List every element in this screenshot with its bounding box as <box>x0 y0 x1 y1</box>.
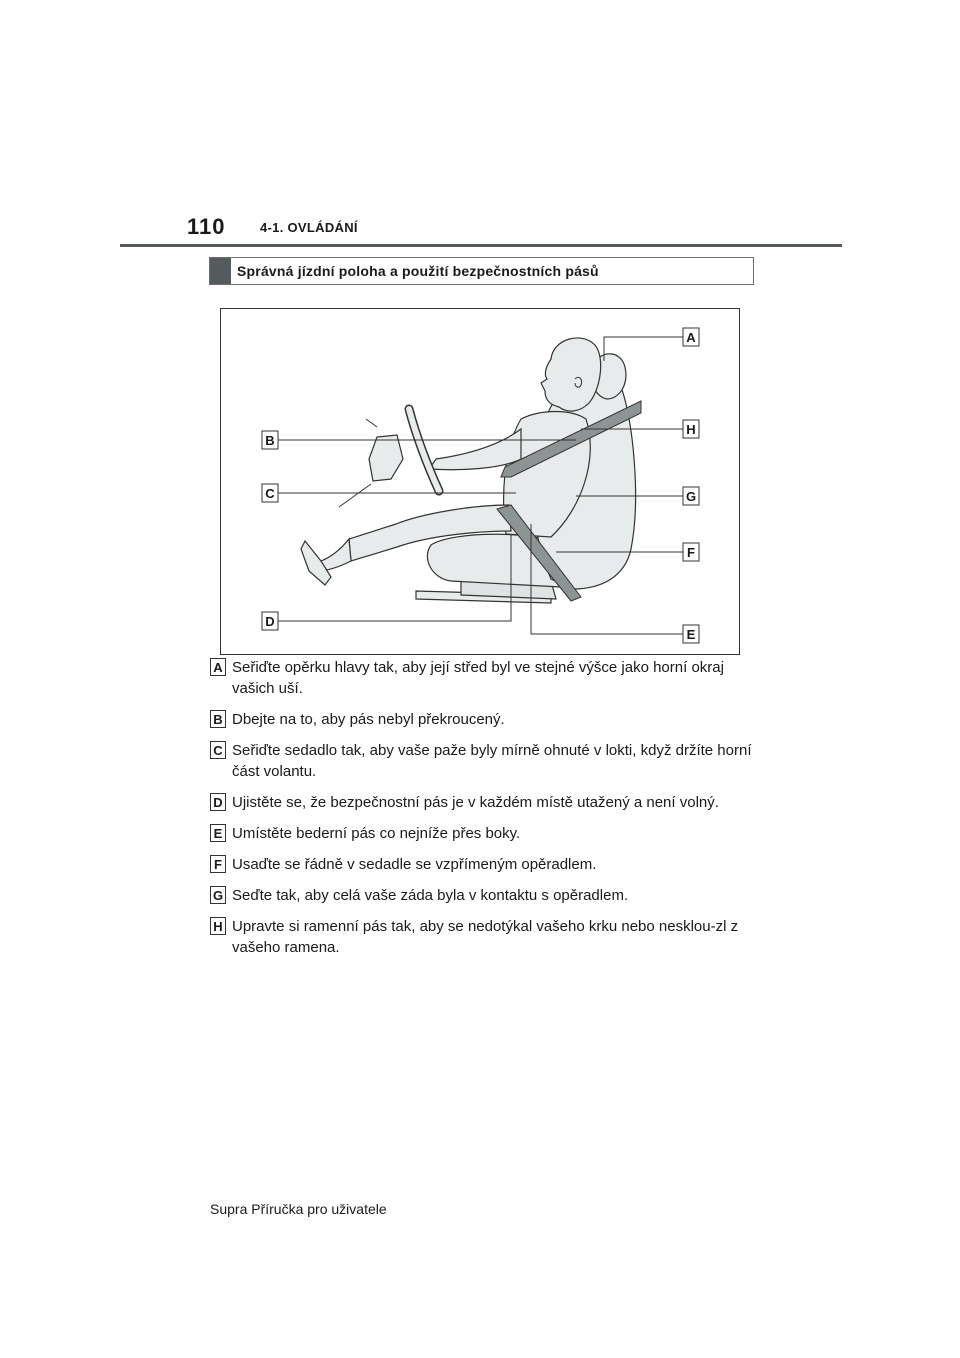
callout-h-label: H <box>686 422 696 437</box>
instruction-item-a <box>210 657 770 699</box>
callout-e-label: E <box>686 627 696 642</box>
item-text: Seřiďte sedadlo tak, aby vaše paže byly mírně ohnuté v lokti, když držíte horní část volantu. <box>232 742 752 780</box>
item-letter: E <box>210 824 226 842</box>
instruction-item-b <box>210 709 770 730</box>
callout-c <box>262 484 278 502</box>
callout-g <box>683 487 699 505</box>
item-letter: H <box>210 917 226 935</box>
item-letter: F <box>210 855 226 873</box>
callout-f <box>683 543 699 561</box>
item-letter: D <box>210 793 226 811</box>
page-footer: Supra Příručka pro uživatele <box>210 1201 387 1217</box>
callout-h <box>683 420 699 438</box>
item-text: Dbejte na to, aby pás nebyl překroucený. <box>232 711 505 728</box>
callout-a-label: A <box>686 330 696 345</box>
item-text: Ujistěte se, že bezpečnostní pás je v každém místě utažený a není volný. <box>232 794 719 811</box>
item-letter: B <box>210 710 226 728</box>
topic-heading <box>209 257 754 285</box>
header-rule <box>120 244 842 247</box>
callout-b-label: B <box>265 433 275 448</box>
dash-line <box>366 419 377 427</box>
instruction-item-h <box>210 916 770 958</box>
page-number: 110 <box>187 214 226 239</box>
callout-a <box>683 328 699 346</box>
topic-marker <box>210 258 231 284</box>
callout-b <box>262 431 278 449</box>
item-text: Seřiďte opěrku hlavy tak, aby její střed byl ve stejné výšce jako horní okraj vašich uší. <box>232 659 724 697</box>
callout-c-label: C <box>265 486 275 501</box>
callout-e <box>683 625 699 643</box>
seat-belt-diagram <box>221 309 741 656</box>
instruction-item-e <box>210 823 770 844</box>
head <box>541 338 601 411</box>
instruction-item-c <box>210 740 770 782</box>
instruction-list <box>210 657 770 968</box>
callout-d <box>262 612 278 630</box>
steering-column <box>369 435 403 481</box>
callout-f-label: F <box>687 545 695 560</box>
item-text: Umístěte bederní pás co nejníže přes boky. <box>232 825 521 842</box>
instruction-item-g <box>210 885 770 906</box>
arm <box>429 429 521 470</box>
instruction-item-d <box>210 792 770 813</box>
item-letter: G <box>210 886 226 904</box>
seating-position-illustration <box>220 308 740 655</box>
item-letter: A <box>210 658 226 676</box>
topic-title: Správná jízdní poloha a použití bezpečnostních pásů <box>237 263 599 279</box>
item-text: Upravte si ramenní pás tak, aby se nedotýkal vašeho krku nebo nesklou-zl z vašeho ramena. <box>232 918 739 956</box>
dash-line-lower <box>339 484 371 507</box>
callout-d-label: D <box>265 614 275 629</box>
instruction-item-f <box>210 854 770 875</box>
callout-g-label: G <box>685 489 697 504</box>
section-title: 4-1. OVLÁDÁNÍ <box>260 220 358 235</box>
steering-wheel-rim <box>409 409 439 491</box>
item-text: Usaďte se řádně v sedadle se vzpřímeným opěradlem. <box>232 856 597 873</box>
item-text: Seďte tak, aby celá vaše záda byla v kontaktu s opěradlem. <box>232 887 629 904</box>
item-letter: C <box>210 741 226 759</box>
